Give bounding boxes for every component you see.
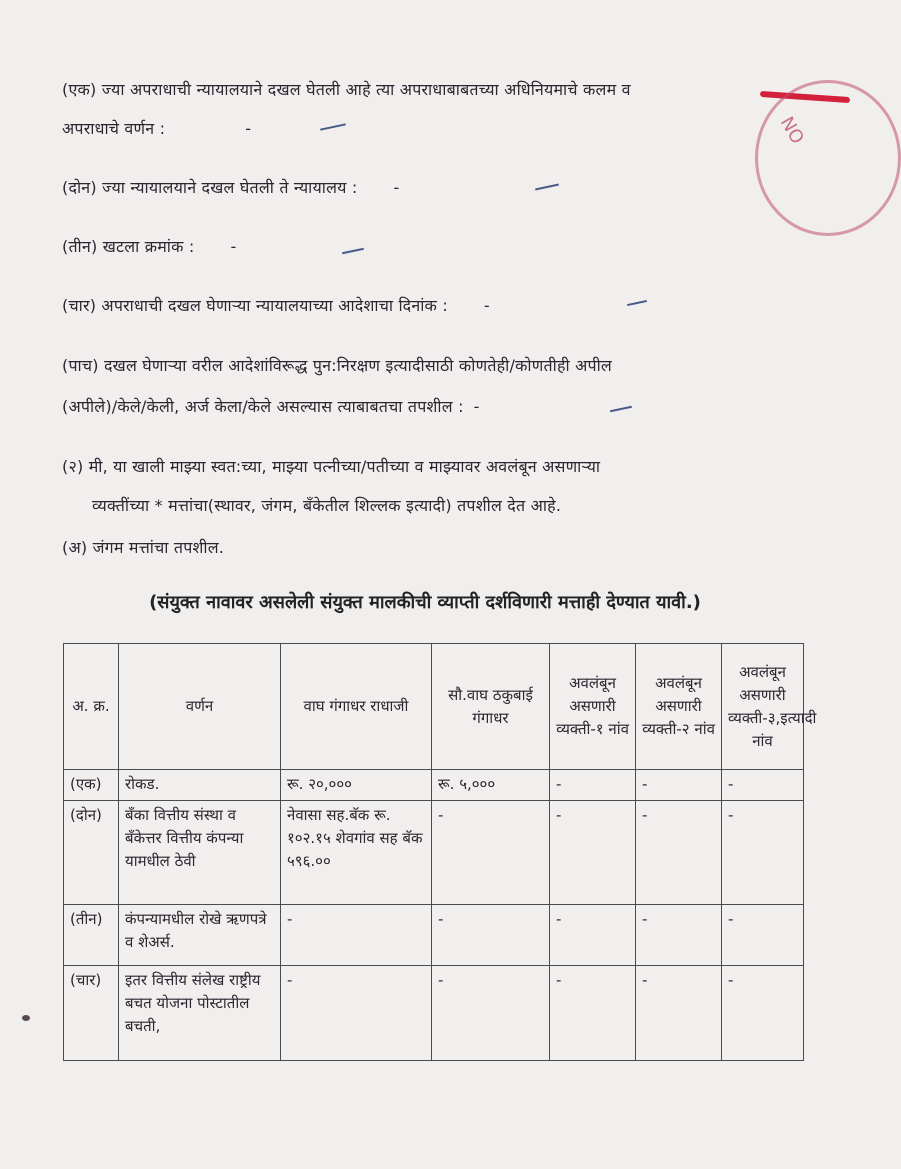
cell-dependent-1: - — [550, 966, 636, 1061]
para-2-dash: - — [393, 178, 400, 197]
cell-description: इतर वित्तीय संलेख राष्ट्रीय बचत योजना पोस्टातील बचती, — [119, 966, 281, 1061]
header-self: वाघ गंगाधर राधाजी — [281, 644, 432, 770]
cell-serial: (एक) — [64, 770, 119, 801]
pen-mark — [610, 406, 632, 413]
table-row — [64, 966, 804, 1061]
ink-smudge — [22, 1015, 30, 1021]
cell-dependent-2: - — [636, 801, 722, 905]
para-5-dash: - — [473, 397, 480, 416]
para-3-dash: - — [230, 237, 237, 256]
cell-dependent-3: - — [722, 770, 804, 801]
para-1-label: अपराधाचे वर्णन : — [62, 119, 166, 138]
cell-serial: (तीन) — [64, 905, 119, 966]
pen-mark — [535, 184, 559, 191]
table-row — [64, 770, 804, 801]
movable-assets-table — [63, 643, 817, 1061]
section-2-line-1: (२) मी, या खाली माझ्या स्वत:च्या, माझ्या पत्नीच्या/पतीच्या व माझ्यावर अवलंबून असणाऱ्या — [62, 457, 601, 476]
section-2-line-2: व्यक्तींच्या * मत्तांचा(स्थावर, जंगम, बॅंकेतील शिल्लक इत्यादी) तपशील देत आहे. — [92, 496, 562, 515]
table-row — [64, 801, 804, 905]
para-2-label: (दोन) ज्या न्यायालयाने दखल घेतली ते न्यायालय : — [62, 178, 358, 197]
cell-dependent-1: - — [550, 905, 636, 966]
header-dependent-2: अवलंबून असणारी व्यक्ती-२ नांव — [636, 644, 722, 770]
para-5-label: (अपीले)/केले/केली, अर्ज केला/केले असल्यास त्याबाबतचा तपशील : — [62, 397, 464, 416]
para-1-line-1: (एक) ज्या अपराधाची न्यायालयाने दखल घेतली आहे त्या अपराधाबाबतच्या अधिनियमाचे कलम व — [62, 80, 631, 99]
para-1-line-2 — [62, 119, 251, 139]
cell-dependent-3: - — [722, 905, 804, 966]
cell-self: - — [281, 966, 432, 1061]
pen-mark — [342, 248, 364, 255]
cell-self: नेवासा सह.बॅक रू. १०२.१५ शेवगांव सह बॅक ५९६.०० — [281, 801, 432, 905]
cell-description: रोकड. — [119, 770, 281, 801]
table-header-row — [64, 644, 804, 770]
cell-dependent-3: - — [722, 966, 804, 1061]
court-stamp — [755, 80, 901, 236]
para-5-line-2 — [62, 397, 480, 417]
cell-dependent-2: - — [636, 770, 722, 801]
cell-serial: (दोन) — [64, 801, 119, 905]
cell-dependent-2: - — [636, 905, 722, 966]
header-dependent-1: अवलंबून असणारी व्यक्ती-१ नांव — [550, 644, 636, 770]
para-4-label: (चार) अपराधाची दखल घेणाऱ्या न्यायालयाच्या आदेशाचा दिनांक : — [62, 296, 448, 315]
para-3 — [62, 237, 237, 257]
header-description: वर्णन — [119, 644, 281, 770]
para-2 — [62, 178, 400, 198]
header-spouse: सौ.वाघ ठकुबाई गंगाधर — [432, 644, 550, 770]
para-4-dash: - — [483, 296, 490, 315]
para-1-dash: - — [245, 119, 252, 138]
pen-mark — [320, 123, 346, 130]
pen-mark — [627, 300, 647, 306]
section-2-a: (अ) जंगम मत्तांचा तपशील. — [62, 538, 225, 557]
cell-description: कंपन्यामधील रोखे ऋणपत्रे व शेअर्स. — [119, 905, 281, 966]
table-row — [64, 905, 804, 966]
header-dependent-3: अवलंबून असणारी व्यक्ती-३,इत्यादी नांव — [722, 644, 804, 770]
cell-self: रू. २०,००० — [281, 770, 432, 801]
cell-spouse: - — [432, 801, 550, 905]
cell-dependent-3: - — [722, 801, 804, 905]
stamp-text: NO — [775, 113, 808, 148]
para-3-label: (तीन) खटला क्रमांक : — [62, 237, 195, 256]
cell-dependent-1: - — [550, 770, 636, 801]
cell-dependent-1: - — [550, 801, 636, 905]
table-caption: (संयुक्त नावावर असलेली संयुक्त मालकीची व्याप्ती दर्शविणारी मत्ताही देण्यात यावी.) — [149, 592, 701, 613]
cell-self: - — [281, 905, 432, 966]
cell-serial: (चार) — [64, 966, 119, 1061]
cell-spouse: - — [432, 905, 550, 966]
cell-dependent-2: - — [636, 966, 722, 1061]
cell-description: बॅंका वित्तीय संस्था व बॅंकेत्तर वित्तीय कंपन्या यामधील ठेवी — [119, 801, 281, 905]
cell-spouse: - — [432, 966, 550, 1061]
header-serial: अ. क्र. — [64, 644, 119, 770]
para-4 — [62, 296, 490, 316]
cell-spouse: रू. ५,००० — [432, 770, 550, 801]
para-5-line-1: (पाच) दखल घेणाऱ्या वरील आदेशांविरूद्ध पुन:निरक्षण इत्यादीसाठी कोणतेही/कोणतीही अपील — [62, 356, 612, 375]
